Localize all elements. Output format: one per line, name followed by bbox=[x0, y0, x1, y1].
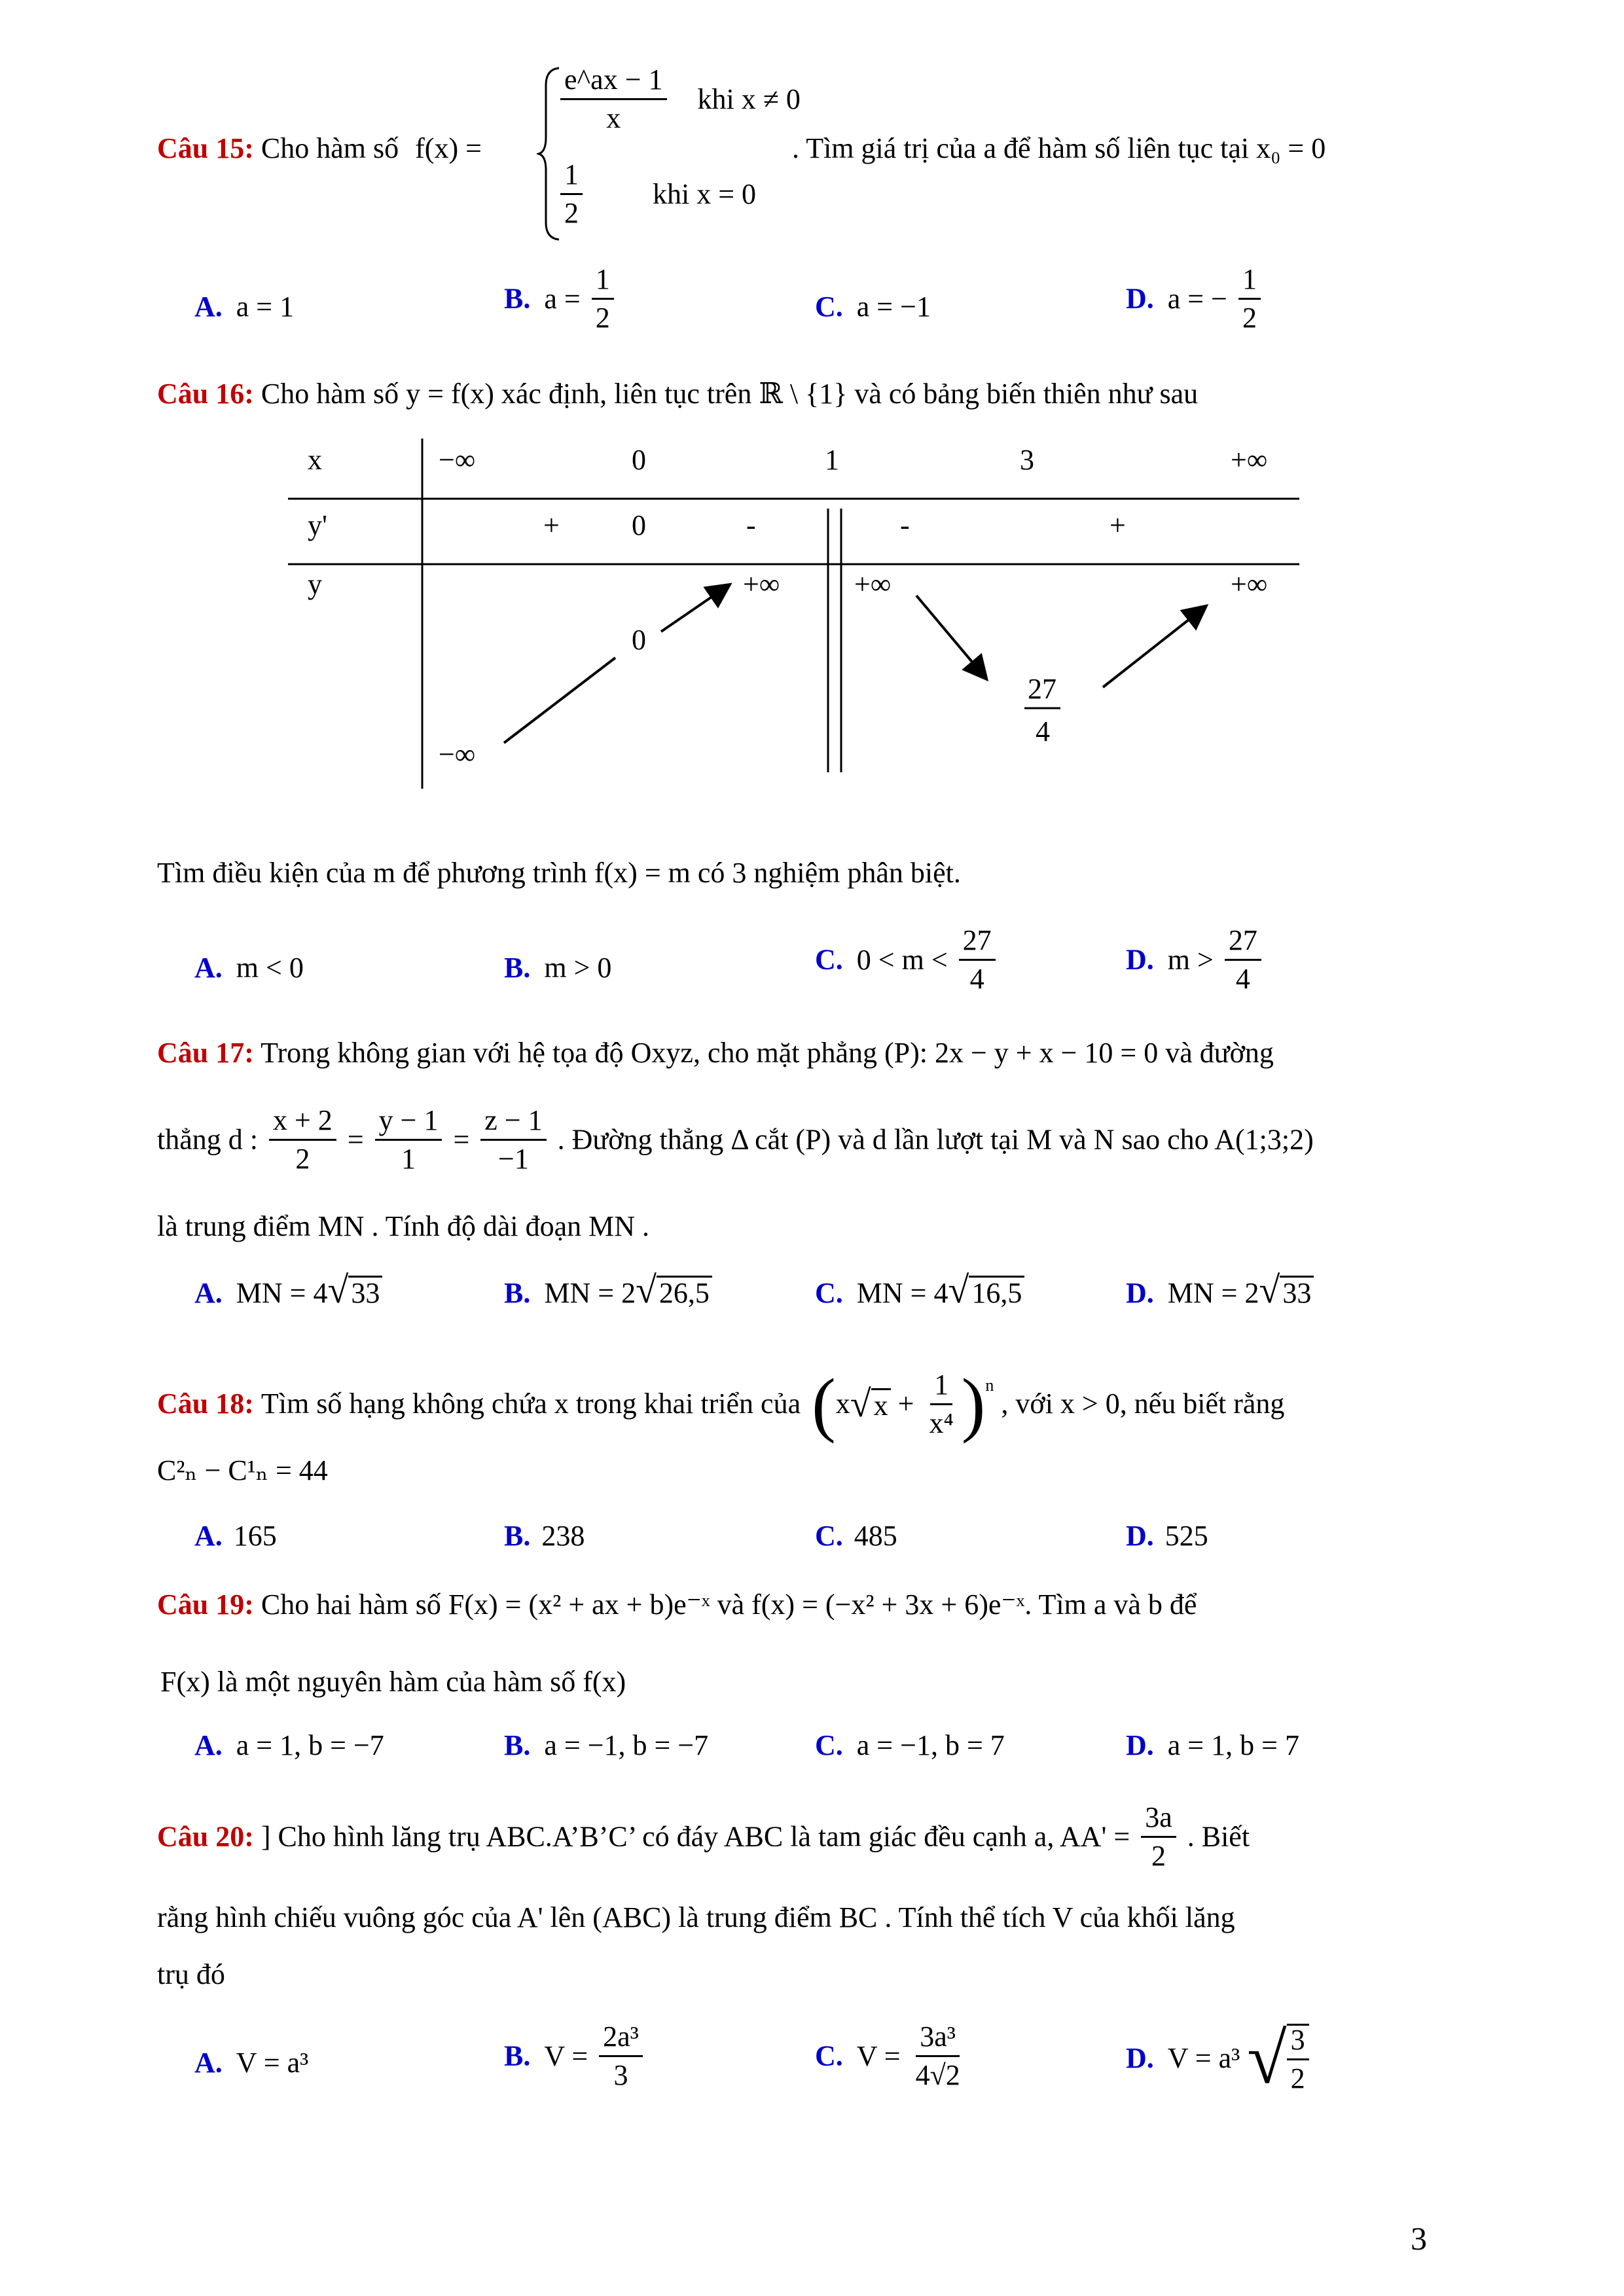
q16-variation-table bbox=[288, 425, 1309, 792]
q15-question bbox=[157, 134, 482, 163]
tbl-x-label: x bbox=[308, 444, 322, 476]
q17-label: Câu 17: bbox=[157, 1037, 254, 1069]
q16-option-d[interactable]: D. m > $\frac{27}{4}$ bbox=[1126, 926, 1265, 994]
q16-option-a[interactable]: A. m < 0 bbox=[194, 952, 304, 984]
q17-option-d[interactable]: D. MN = 2√33 bbox=[1126, 1271, 1314, 1309]
q19-line1: Câu 19: Cho hai hàm số F(x) = (x² + ax + b)e⁻ˣ và f(x) = (−x² + 3x + 6)e⁻ˣ. Tìm a và b để bbox=[157, 1588, 1197, 1621]
q15-case1-den: x bbox=[606, 102, 621, 134]
arrow-up-3 bbox=[1103, 607, 1204, 687]
q15-case2 bbox=[556, 160, 756, 228]
q15-ask: . Tìm giá trị của a để hàm số liên tục tại x₀ = 0 bbox=[792, 132, 1326, 164]
q20-line3: trụ đó bbox=[157, 1958, 225, 1990]
tbl-y-0: 0 bbox=[632, 624, 646, 656]
q15-intro: Cho hàm số bbox=[261, 132, 399, 164]
q18-question: Câu 18: Tìm số hạng không chứa x trong khai triển của (x√x + $\frac{1}{\text{x⁴}}$ )$^n$ , với x > 0, nếu biết rằng bbox=[157, 1364, 1285, 1444]
q18-expr: (x√x + $\frac{1}{\text{x⁴}}$ )$^n$ bbox=[812, 1364, 994, 1444]
q15-label: Câu 15: bbox=[157, 132, 254, 164]
tbl-x-0: 0 bbox=[632, 444, 646, 476]
q18-label: Câu 18: bbox=[157, 1388, 254, 1420]
q15-option-c[interactable]: C. a = −1 bbox=[815, 291, 931, 323]
q15-case1-frac bbox=[560, 65, 667, 133]
q18-option-a[interactable]: A. 165 bbox=[194, 1520, 277, 1552]
q19-line2: F(x) là một nguyên hàm của hàm số f(x) bbox=[160, 1666, 626, 1698]
tbl-dy-plus-2: + bbox=[1110, 509, 1126, 541]
q18-option-d[interactable]: D. 525 bbox=[1126, 1520, 1208, 1552]
q18-option-c[interactable]: C. 485 bbox=[815, 1520, 897, 1552]
q16-question bbox=[157, 380, 1198, 408]
q20-label: Câu 20: bbox=[157, 1820, 254, 1853]
q17-line2: thẳng d : $\frac{x + 2}{2}$ = $\frac{y - 1}{1}$ = $\frac{z - 1}{-1}$ . Đường thẳng Δ cắt (P) và d lần lượt tại M và N sao cho A(1;3;2) bbox=[157, 1104, 1314, 1175]
q15-case2-frac bbox=[560, 160, 583, 228]
q15-case2-den: 2 bbox=[564, 197, 579, 229]
tbl-dy-label: y' bbox=[308, 509, 327, 541]
tbl-y-posinf-2: +∞ bbox=[854, 568, 892, 600]
q19-label: Câu 19: bbox=[157, 1588, 254, 1621]
q15-option-a[interactable]: A. a = 1 bbox=[194, 291, 295, 323]
tbl-y-4: 4 bbox=[1036, 715, 1050, 747]
q18-condition: C²ₙ − C¹ₙ = 44 bbox=[157, 1454, 328, 1486]
tbl-x-posinf: +∞ bbox=[1231, 444, 1268, 476]
page-number: 3 bbox=[1411, 2220, 1427, 2257]
q15-option-d[interactable]: D. a = − $\frac{1}{2}$ bbox=[1126, 265, 1265, 332]
q15-option-b[interactable]: B. a = $\frac{1}{2}$ bbox=[504, 265, 618, 332]
q15-case1-num: e^ax − 1 bbox=[560, 65, 667, 100]
tbl-dy-minus-1: - bbox=[746, 509, 756, 541]
arrow-down bbox=[916, 596, 985, 677]
q19-option-b[interactable]: B. a = −1, b = −7 bbox=[504, 1729, 709, 1761]
q20-line1: Câu 20: ] Cho hình lăng trụ ABC.A’B’C’ có đáy ABC là tam giác đều cạnh a, AA' = $\frac{3a}{2}$ . Biết bbox=[157, 1801, 1250, 1872]
tbl-dy-minus-2: - bbox=[900, 509, 910, 541]
q15-fx: f(x) = bbox=[415, 132, 482, 164]
tbl-dy-plus-1: + bbox=[543, 509, 560, 541]
tbl-y-posinf-1: +∞ bbox=[743, 568, 780, 600]
arrow-up-2 bbox=[661, 586, 728, 632]
q17-line1: Câu 17: Trong không gian với hệ tọa độ Oxyz, cho mặt phẳng (P): 2x − y + x − 10 = 0 và đường bbox=[157, 1037, 1274, 1069]
q16-option-c[interactable]: C. 0 < m < $\frac{27}{4}$ bbox=[815, 926, 1000, 994]
q19-option-a[interactable]: A. a = 1, b = −7 bbox=[194, 1729, 384, 1761]
q16-option-b[interactable]: B. m > 0 bbox=[504, 952, 612, 984]
q20-option-d[interactable]: D. V = a³ √ $\frac{3}{2}$ bbox=[1126, 2022, 1313, 2094]
q15-case1 bbox=[556, 65, 801, 133]
q15-case1-cond: khi x ≠ 0 bbox=[697, 82, 801, 115]
arrow-up-1 bbox=[504, 658, 615, 743]
q17-option-b[interactable]: B. MN = 2√26,5 bbox=[504, 1271, 712, 1309]
q18-option-b[interactable]: B. 238 bbox=[504, 1520, 585, 1552]
q15-case2-cond: khi x = 0 bbox=[653, 177, 757, 210]
q20-option-c[interactable]: C. V = $\frac{\text{3a³}}{4√2}$ bbox=[815, 2020, 960, 2091]
q17-option-c[interactable]: C. MN = 4√16,5 bbox=[815, 1271, 1024, 1309]
q19-option-d[interactable]: D. a = 1, b = 7 bbox=[1126, 1729, 1299, 1761]
tbl-y-27: 27 bbox=[1028, 673, 1056, 705]
tbl-x-neginf: −∞ bbox=[439, 444, 476, 476]
q17-option-a[interactable]: A. MN = 4√33 bbox=[194, 1271, 382, 1309]
q16-text: Cho hàm số y = f(x) xác định, liên tục trên ℝ \ {1} và có bảng biến thiên như sau bbox=[261, 378, 1199, 410]
tbl-y-neginf: −∞ bbox=[439, 738, 476, 770]
q15-case2-num: 1 bbox=[560, 160, 583, 195]
q20-option-b[interactable]: B. V = $\frac{\text{2a³}}{3}$ bbox=[504, 2022, 647, 2090]
q19-option-c[interactable]: C. a = −1, b = 7 bbox=[815, 1729, 1005, 1761]
q20-option-a[interactable]: A. V = a³ bbox=[194, 2047, 309, 2079]
tbl-dy-zero: 0 bbox=[632, 509, 646, 541]
tbl-x-1: 1 bbox=[825, 444, 839, 476]
q20-line2: rằng hình chiếu vuông góc của A' lên (ABC) là trung điểm BC . Tính thể tích V của khối lăng bbox=[157, 1901, 1235, 1933]
tbl-y-posinf-3: +∞ bbox=[1231, 568, 1268, 600]
tbl-y-label: y bbox=[308, 568, 322, 600]
q16-ask: Tìm điều kiện của m để phương trình f(x) = m có 3 nghiệm phân biệt. bbox=[157, 857, 961, 889]
tbl-x-3: 3 bbox=[1020, 444, 1034, 476]
q16-label: Câu 16: bbox=[157, 378, 254, 410]
q17-line3: là trung điểm MN . Tính độ dài đoạn MN . bbox=[157, 1210, 649, 1242]
